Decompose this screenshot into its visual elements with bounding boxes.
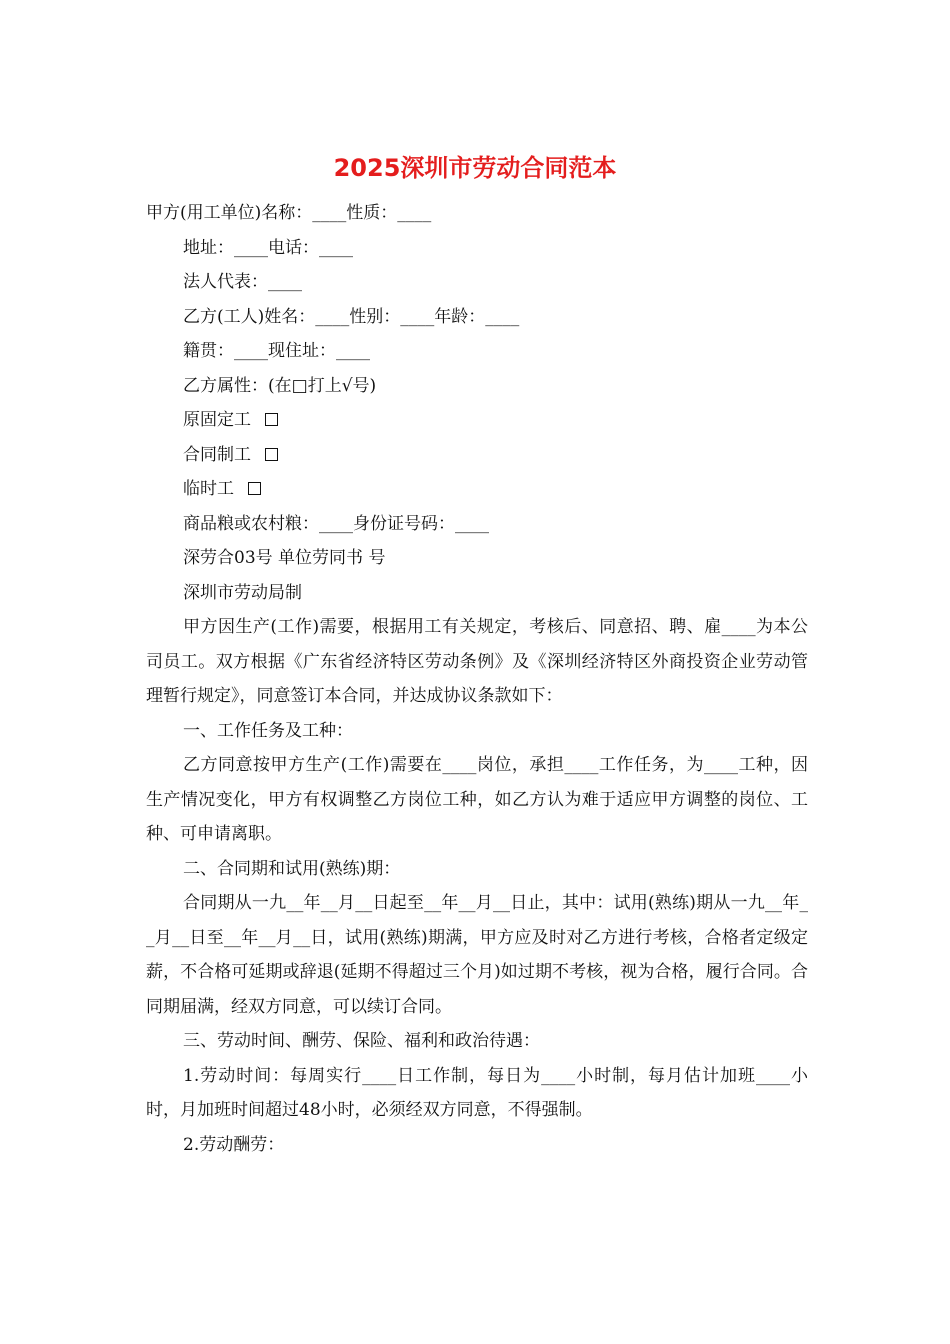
option-permanent-worker bbox=[146, 403, 808, 438]
issuer-line: 深圳市劳动局制 bbox=[183, 582, 302, 603]
option-label: 原固定工 bbox=[183, 410, 251, 430]
option-label: 合同制工 bbox=[183, 444, 251, 465]
section-3-heading: 三、劳动时间、酬劳、保险、福利和政治待遇： bbox=[183, 1031, 540, 1051]
party-a-name-line: 甲方(用工单位)名称：____性质：____ bbox=[146, 203, 432, 223]
document-number-line: 深劳合03号 单位劳同书 号 bbox=[183, 548, 386, 568]
document-title: 2025深圳市劳动合同范本 bbox=[333, 154, 617, 182]
document-body bbox=[146, 196, 808, 1162]
option-contract-worker bbox=[146, 438, 808, 473]
party-b-name-line: 乙方(工人)姓名：____性别：____年龄：____ bbox=[183, 306, 520, 327]
party-a-legal-rep-line: 法人代表：____ bbox=[183, 272, 302, 292]
intro-paragraph: 甲方因生产(工作)需要，根据用工有关规定，考核后、同意招、聘、雇____为本公司员工。双方根据《广东省经济特区劳动条例》及《深圳经济特区外商投资企业劳动管理暂行规定》，同意签订本合同，并达成协议条款如下： bbox=[146, 617, 808, 706]
checkbox-icon bbox=[265, 448, 278, 461]
section-1-heading: 一、工作任务及工种： bbox=[183, 720, 353, 741]
section-2-paragraph: 合同期从一九__年__月__日起至__年__月__日止，其中：试用(熟练)期从一九__年__月__日至__年__月__日，试用(熟练)期满，甲方应及时对乙方进行考核，合格者定级定薪，不合格可延期或辞退(延期不得超过三个月)如过期不考核，视为合格，履行合同。合同期届满，经双方同意，可以续订合同。 bbox=[146, 893, 808, 1017]
party-b-grain-id-line: 商品粮或农村粮：____身份证号码：____ bbox=[183, 513, 489, 534]
option-label: 临时工 bbox=[183, 479, 234, 499]
section-1-paragraph: 乙方同意按甲方生产(工作)需要在____岗位，承担____工作任务，为____工种，因生产情况变化，甲方有权调整乙方岗位工种，如乙方认为难于适应甲方调整的岗位、工种、可申请离职。 bbox=[146, 755, 808, 844]
checkbox-icon bbox=[265, 413, 278, 426]
option-temporary-worker bbox=[146, 472, 808, 507]
party-a-address-line: 地址：____电话：____ bbox=[183, 237, 353, 258]
party-b-origin-line: 籍贯：____现住址：____ bbox=[183, 341, 370, 361]
section-3-item-2: 2.劳动酬劳： bbox=[183, 1134, 285, 1155]
checkbox-icon bbox=[248, 482, 261, 495]
section-3-item-1: 1.劳动时间：每周实行____日工作制，每日为____小时制，每月估计加班____小时，月加班时间超过48小时，必须经双方同意，不得强制。 bbox=[146, 1065, 808, 1120]
party-b-attribute-line: 乙方属性：(在□打上√号) bbox=[183, 375, 377, 396]
section-2-heading: 二、合同期和试用(熟练)期： bbox=[183, 858, 401, 879]
